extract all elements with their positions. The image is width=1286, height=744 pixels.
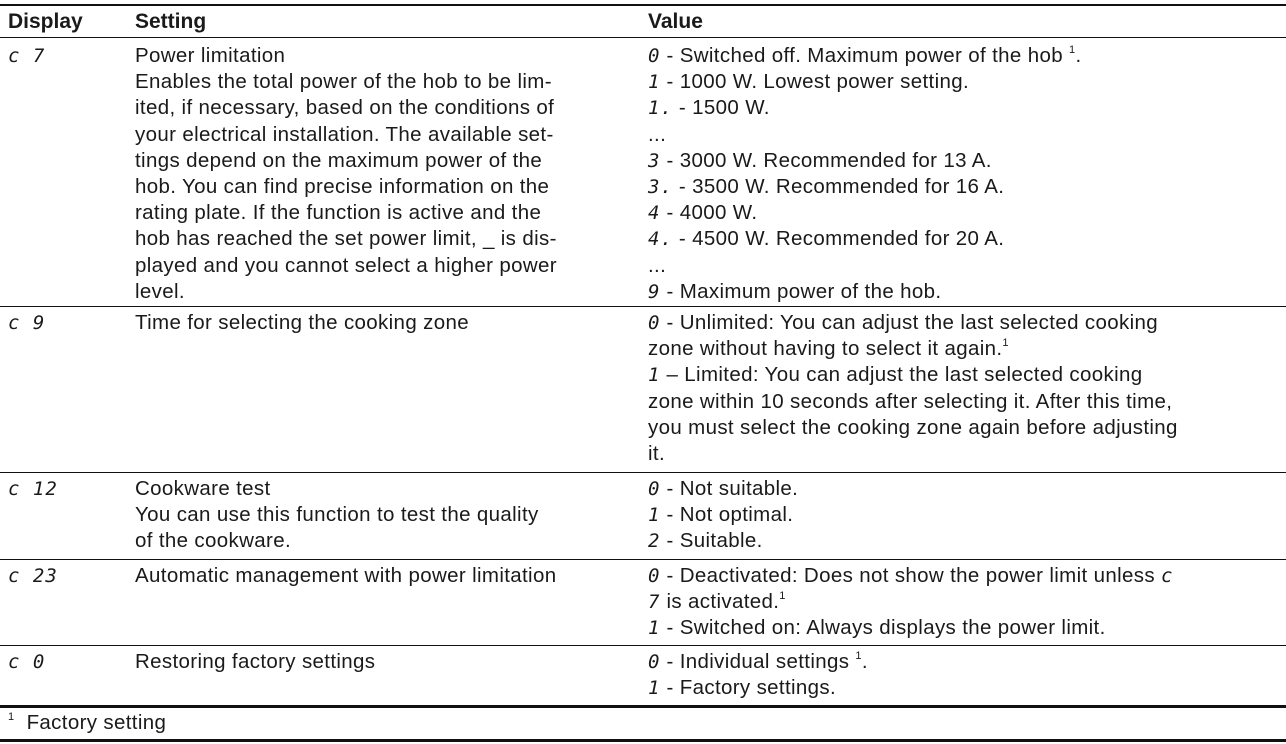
value-line [648, 563, 1284, 589]
display-glyph: 1 [648, 677, 661, 700]
setting-cell [135, 43, 635, 305]
setting-title: Automatic management with power limitation [135, 564, 557, 587]
display-glyph: 1. [648, 97, 673, 120]
setting-title: Time for selecting the cooking zone [135, 311, 469, 334]
display-code: c 7 [8, 45, 46, 67]
value-line [648, 43, 1284, 69]
setting-description: hob. You can find precise information on the [135, 175, 550, 199]
value-text: zone within 10 seconds after selecting it. After this time, [648, 389, 1173, 413]
value-line [648, 148, 1284, 174]
value-line [648, 336, 1284, 362]
value-text: you must select the cooking zone again before adjusting [648, 415, 1178, 439]
value-text: - Suitable. [660, 529, 763, 553]
value-cell [648, 43, 1284, 305]
display-glyph: 1 [648, 364, 661, 387]
value-text: - Not suitable. [660, 477, 799, 500]
value-text: - Not optimal. [660, 503, 794, 527]
value-text: it. [648, 442, 665, 466]
row-divider [0, 472, 1286, 473]
footnote-ref: 1 [779, 590, 786, 603]
setting-description: rating plate. If the function is active and the [135, 201, 542, 225]
display-glyph: 4 [648, 202, 661, 225]
value-text: - 1500 W. [672, 96, 770, 120]
value-text: - Switched on: Always displays the power limit. [660, 616, 1106, 640]
value-line [648, 389, 1284, 415]
value-text: - 4000 W. [660, 201, 758, 225]
display-glyph: 1 [648, 617, 661, 640]
value-text: . [861, 650, 868, 673]
display-glyph: 1 [648, 71, 661, 94]
value-line [648, 528, 1284, 554]
value-line [648, 95, 1284, 121]
value-text: - 3500 W. Recommended for 16 A. [672, 175, 1005, 199]
value-text: - 1000 W. Lowest power setting. [660, 70, 970, 94]
row-divider [0, 559, 1286, 560]
footnote-text: Factory setting [26, 711, 167, 734]
header-value: Value [648, 10, 703, 33]
value-line [648, 69, 1284, 95]
value-text: - 3000 W. Recommended for 13 A. [660, 148, 992, 172]
footnote-ref: 1 [855, 650, 862, 662]
setting-title: Power limitation [135, 44, 286, 67]
value-line [648, 362, 1284, 388]
display-glyph: 3 [648, 149, 661, 172]
display-glyph: 1 [648, 504, 661, 527]
value-line [648, 310, 1284, 336]
value-text: - Switched off. Maximum power of the hob [660, 44, 1070, 67]
setting-cell [135, 649, 635, 675]
display-glyph: 0 [648, 651, 661, 673]
value-line [648, 476, 1284, 502]
value-cell [648, 476, 1284, 555]
value-text: is activated. [660, 590, 780, 614]
setting-description: of the cookware. [135, 529, 292, 553]
display-glyph: 0 [648, 478, 661, 500]
value-text: - Maximum power of the hob. [660, 279, 942, 303]
value-line [648, 174, 1284, 200]
value-text: - Deactivated: Does not show the power limit unless [660, 564, 1161, 587]
value-line [648, 441, 1284, 467]
display-glyph: 0 [648, 312, 661, 334]
value-line [648, 589, 1284, 615]
value-line [648, 200, 1284, 226]
value-line [648, 615, 1284, 641]
display-code: c 0 [8, 651, 46, 673]
value-cell [648, 649, 1284, 701]
header-display: Display [8, 10, 83, 33]
setting-title: Cookware test [135, 477, 271, 500]
value-line [648, 502, 1284, 528]
display-glyph: 0 [648, 565, 661, 587]
setting-description: level. [135, 279, 185, 303]
value-line [648, 279, 1284, 305]
value-text: - 4500 W. Recommended for 20 A. [672, 227, 1005, 251]
display-code: c 12 [8, 478, 58, 500]
footnote-ref: 1 [1069, 44, 1076, 56]
header-rule [0, 37, 1286, 38]
row-divider [0, 306, 1286, 307]
value-text: . [1075, 44, 1082, 67]
value-line [648, 649, 1284, 675]
setting-description: hob has reached the set power limit, _ is dis- [135, 227, 557, 251]
display-glyph: 9 [648, 280, 661, 303]
setting-description: ited, if necessary, based on the conditions of [135, 96, 555, 120]
value-text: - Unlimited: You can adjust the last selected cooking [660, 311, 1158, 334]
value-cell [648, 563, 1284, 642]
table-bottom-rule [0, 739, 1286, 742]
setting-description: played and you cannot select a higher power [135, 253, 557, 277]
setting-title: Restoring factory settings [135, 650, 376, 673]
display-code: c 23 [8, 565, 58, 587]
value-text: zone without having to select it again. [648, 337, 1003, 361]
setting-description: your electrical installation. The available set- [135, 122, 554, 146]
table-top-rule [0, 4, 1286, 6]
setting-cell [135, 310, 635, 336]
value-line [648, 675, 1284, 701]
value-text: ... [648, 253, 667, 277]
value-line [648, 253, 1284, 279]
footnote-top-rule [0, 705, 1286, 708]
display-glyph: c [1160, 565, 1174, 587]
footnote-mark: 1 [8, 711, 15, 723]
setting-cell [135, 563, 635, 589]
display-glyph: 3. [648, 176, 673, 199]
display-glyph: 2 [648, 530, 661, 553]
value-line [648, 226, 1284, 252]
value-text: – Limited: You can adjust the last selected cooking [660, 363, 1143, 387]
value-text: - Factory settings. [660, 676, 837, 700]
display-code: c 9 [8, 312, 46, 334]
setting-description: Enables the total power of the hob to be lim- [135, 70, 552, 94]
row-divider [0, 645, 1286, 646]
display-glyph: 0 [648, 45, 661, 67]
display-glyph: 7 [648, 591, 661, 614]
setting-description: tings depend on the maximum power of the [135, 148, 543, 172]
value-line [648, 122, 1284, 148]
value-text: - Individual settings [660, 650, 856, 673]
footnote-ref: 1 [1002, 337, 1009, 350]
value-cell [648, 310, 1284, 467]
value-text: ... [648, 122, 667, 146]
setting-cell [135, 476, 635, 555]
setting-description: You can use this function to test the quality [135, 503, 539, 527]
value-line [648, 415, 1284, 441]
display-glyph: 4. [648, 228, 673, 251]
header-setting: Setting [135, 10, 207, 33]
